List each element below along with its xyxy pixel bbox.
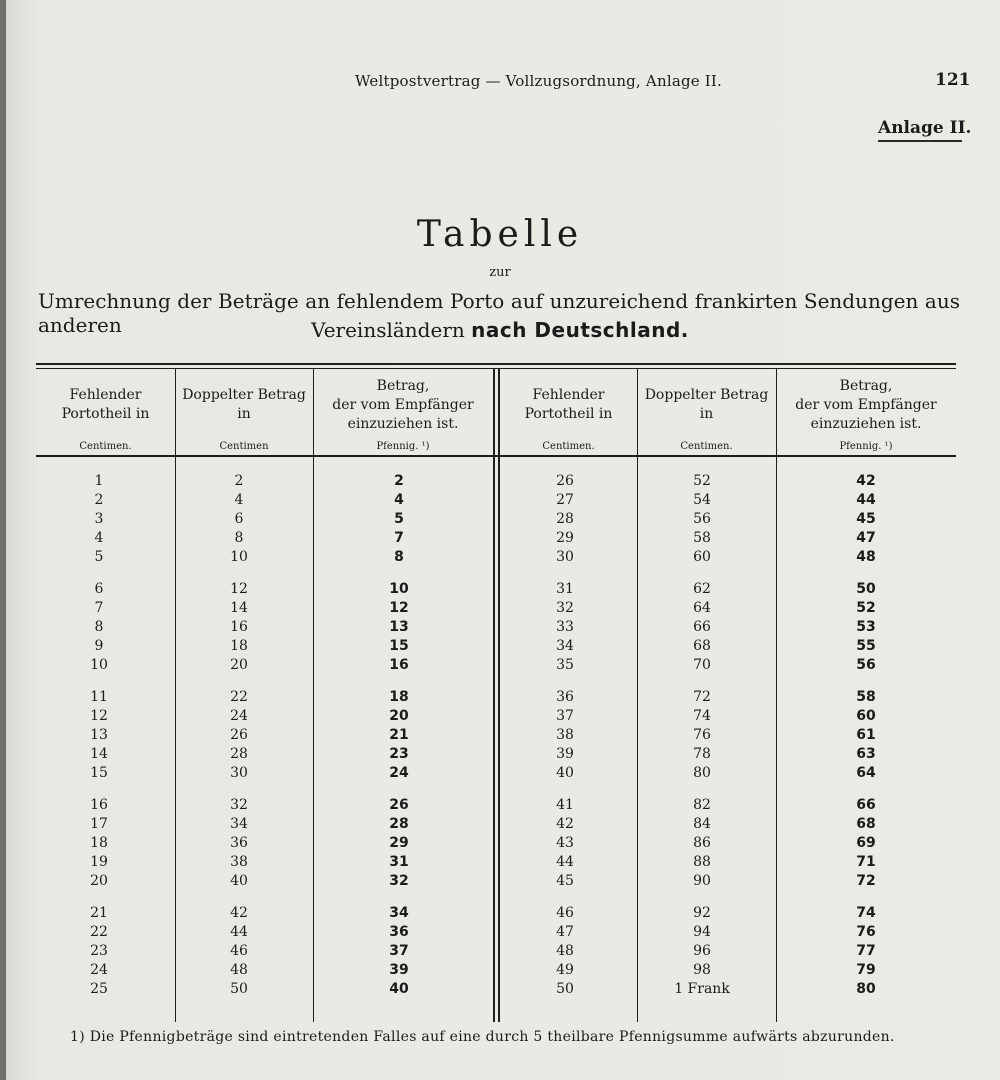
table-cell: 28 — [556, 511, 574, 527]
row-group-gap — [637, 783, 767, 796]
header-text: einzuziehen ist. — [347, 416, 459, 432]
table-cell: 38 — [230, 854, 248, 870]
table-cell: 96 — [693, 943, 711, 959]
table-cell: 45 — [856, 511, 876, 527]
table-cell: 66 — [856, 797, 876, 813]
title-subtitle-line1: Umrechnung der Beträge an fehlendem Porto auf unzureichend frankirten Sendungen aus anderen — [38, 289, 960, 337]
table-cell: 32 — [230, 797, 248, 813]
table-cell: 4 — [234, 492, 244, 508]
running-header — [0, 72, 1000, 98]
table-cell: 37 — [389, 943, 409, 959]
table-cell: 28 — [389, 816, 409, 832]
row-group-gap — [36, 783, 162, 796]
table-cell: 92 — [693, 905, 711, 921]
header-missing-left — [36, 386, 175, 424]
anlage-underline — [878, 140, 962, 142]
table-cell: 26 — [556, 473, 574, 489]
table-cell: 72 — [693, 689, 711, 705]
table-title: Tabelle — [416, 214, 584, 255]
table-cell: 42 — [230, 905, 248, 921]
table-cell: 86 — [693, 835, 711, 851]
row-group-gap — [776, 567, 956, 580]
row-group-gap — [175, 783, 303, 796]
table-cell: 26 — [389, 797, 409, 813]
row-group-gap — [776, 891, 956, 904]
row-group-gap — [313, 675, 485, 688]
page-edge-shadow — [0, 0, 6, 1080]
table-cell: 40 — [556, 765, 574, 781]
row-group-gap — [36, 567, 162, 580]
table-cell: 88 — [693, 854, 711, 870]
row-group-gap — [500, 567, 630, 580]
table-cell: 9 — [94, 638, 104, 654]
row-group-gap — [313, 891, 485, 904]
table-cell: 41 — [556, 797, 574, 813]
running-title: Weltpostvertrag — Vollzugsordnung, Anlage II. — [355, 72, 723, 90]
table-cell: 6 — [234, 511, 244, 527]
table-cell: 77 — [856, 943, 876, 959]
table-cell: 98 — [693, 962, 711, 978]
row-group-gap — [500, 891, 630, 904]
table-cell: 94 — [693, 924, 711, 940]
table-cell: 24 — [389, 765, 409, 781]
table-cell: 30 — [556, 549, 574, 565]
table-cell: 10 — [389, 581, 409, 597]
unit-label: Centimen — [219, 441, 269, 452]
table-cell: 20 — [230, 657, 248, 673]
table-cell: 6 — [94, 581, 104, 597]
anlage-label: Anlage II. — [878, 118, 972, 138]
table-cell: 68 — [693, 638, 711, 654]
table-cell: 29 — [389, 835, 409, 851]
table-cell: 90 — [693, 873, 711, 889]
row-group-gap — [500, 783, 630, 796]
table-cell: 24 — [230, 708, 248, 724]
table-cell: 61 — [856, 727, 876, 743]
table-cell: 3 — [94, 511, 104, 527]
table-cell: 63 — [856, 746, 876, 762]
column-right-collect — [776, 472, 956, 999]
table-cell: 4 — [394, 492, 404, 508]
table-cell: 2 — [234, 473, 244, 489]
table-cell: 56 — [856, 657, 876, 673]
table-cell: 7 — [394, 530, 404, 546]
table-cell: 36 — [230, 835, 248, 851]
column-left-double — [175, 472, 303, 999]
table-cell: 60 — [693, 549, 711, 565]
row-group-gap — [175, 675, 303, 688]
table-cell: 31 — [556, 581, 574, 597]
table-cell: 12 — [90, 708, 108, 724]
table-top-rule — [36, 363, 956, 365]
footnote: 1) Die Pfennigbeträge sind eintretenden Falles auf eine durch 5 theilbare Pfennigsumme aufwärts abzurunden. — [70, 1029, 895, 1045]
table-cell: 10 — [90, 657, 108, 673]
title-line2-prefix: Vereinsländern — [311, 318, 465, 342]
table-cell: 8 — [94, 619, 104, 635]
header-text: der vom Empfänger — [332, 397, 474, 413]
header-text: in — [699, 406, 714, 422]
header-text: Betrag, — [839, 378, 893, 394]
table-cell: 21 — [90, 905, 108, 921]
table-cell: 48 — [556, 943, 574, 959]
table-cell: 76 — [693, 727, 711, 743]
table-cell: 23 — [389, 746, 409, 762]
table-cell: 1 Frank — [674, 981, 730, 997]
table-cell: 35 — [556, 657, 574, 673]
table-cell: 29 — [556, 530, 574, 546]
table-cell: 45 — [556, 873, 574, 889]
table-cell: 62 — [693, 581, 711, 597]
table-cell: 50 — [230, 981, 248, 997]
table-cell: 8 — [234, 530, 244, 546]
table-cell: 20 — [90, 873, 108, 889]
table-cell: 24 — [90, 962, 108, 978]
header-collect-left — [313, 377, 493, 434]
header-text: Fehlender — [69, 387, 142, 403]
column-right-double — [637, 472, 767, 999]
table-cell: 1 — [94, 473, 104, 489]
table-cell: 80 — [693, 765, 711, 781]
table-cell: 50 — [556, 981, 574, 997]
row-group-gap — [313, 567, 485, 580]
header-text: Portotheil in — [524, 406, 613, 422]
header-text: Fehlender — [532, 387, 605, 403]
table-cell: 22 — [230, 689, 248, 705]
table-cell: 31 — [389, 854, 409, 870]
table-cell: 7 — [94, 600, 104, 616]
table-cell: 52 — [856, 600, 876, 616]
table-cell: 4 — [94, 530, 104, 546]
table-cell: 12 — [389, 600, 409, 616]
header-text: Portotheil in — [61, 406, 150, 422]
table-cell: 80 — [856, 981, 876, 997]
table-cell: 16 — [389, 657, 409, 673]
table-cell: 15 — [90, 765, 108, 781]
header-text: Doppelter Betrag — [644, 387, 769, 403]
table-cell: 11 — [90, 689, 108, 705]
table-top-rule-thin — [36, 368, 956, 369]
table-cell: 64 — [856, 765, 876, 781]
table-cell: 72 — [856, 873, 876, 889]
header-text: der vom Empfänger — [795, 397, 937, 413]
row-group-gap — [36, 891, 162, 904]
table-cell: 22 — [90, 924, 108, 940]
column-left-collect — [313, 472, 485, 999]
table-cell: 34 — [556, 638, 574, 654]
table-cell: 68 — [856, 816, 876, 832]
header-collect-right — [776, 377, 956, 434]
table-cell: 23 — [90, 943, 108, 959]
row-group-gap — [637, 675, 767, 688]
page-number: 121 — [935, 70, 971, 90]
table-cell: 42 — [856, 473, 876, 489]
table-cell: 18 — [389, 689, 409, 705]
table-cell: 30 — [230, 765, 248, 781]
table-cell: 21 — [389, 727, 409, 743]
column-right-missing — [500, 472, 630, 999]
table-cell: 17 — [90, 816, 108, 832]
table-cell: 44 — [856, 492, 876, 508]
header-missing-right — [500, 386, 637, 424]
table-cell: 46 — [230, 943, 248, 959]
row-group-gap — [313, 783, 485, 796]
row-group-gap — [175, 567, 303, 580]
header-double-left — [175, 386, 313, 424]
table-cell: 32 — [556, 600, 574, 616]
table-cell: 64 — [693, 600, 711, 616]
table-cell: 13 — [90, 727, 108, 743]
table-cell: 18 — [230, 638, 248, 654]
unit-label: Pfennig. ¹) — [376, 441, 430, 452]
table-cell: 34 — [230, 816, 248, 832]
table-cell: 14 — [90, 746, 108, 762]
table-cell: 55 — [856, 638, 876, 654]
table-cell: 8 — [394, 549, 404, 565]
row-group-gap — [36, 675, 162, 688]
row-group-gap — [175, 891, 303, 904]
table-cell: 69 — [856, 835, 876, 851]
table-cell: 16 — [230, 619, 248, 635]
table-cell: 40 — [230, 873, 248, 889]
table-cell: 14 — [230, 600, 248, 616]
table-cell: 5 — [394, 511, 404, 527]
table-cell: 16 — [90, 797, 108, 813]
table-cell: 66 — [693, 619, 711, 635]
table-cell: 56 — [693, 511, 711, 527]
table-cell: 52 — [693, 473, 711, 489]
title-line2-bold: nach Deutschland. — [471, 318, 689, 342]
row-group-gap — [500, 675, 630, 688]
table-cell: 44 — [556, 854, 574, 870]
table-cell: 54 — [693, 492, 711, 508]
table-cell: 26 — [230, 727, 248, 743]
unit-label: Centimen. — [680, 441, 733, 452]
table-cell: 43 — [556, 835, 574, 851]
row-group-gap — [637, 891, 767, 904]
table-cell: 38 — [556, 727, 574, 743]
table-header-rule — [36, 455, 956, 457]
unit-label: Centimen. — [542, 441, 595, 452]
table-cell: 48 — [230, 962, 248, 978]
table-cell: 82 — [693, 797, 711, 813]
table-cell: 47 — [556, 924, 574, 940]
table-cell: 53 — [856, 619, 876, 635]
center-double-divider — [493, 368, 495, 1022]
table-cell: 39 — [389, 962, 409, 978]
table-cell: 60 — [856, 708, 876, 724]
table-cell: 76 — [856, 924, 876, 940]
table-cell: 5 — [94, 549, 104, 565]
table-cell: 25 — [90, 981, 108, 997]
header-double-right — [637, 386, 776, 424]
table-cell: 27 — [556, 492, 574, 508]
table-cell: 34 — [389, 905, 409, 921]
table-cell: 39 — [556, 746, 574, 762]
row-group-gap — [637, 567, 767, 580]
table-cell: 78 — [693, 746, 711, 762]
table-cell: 2 — [94, 492, 104, 508]
table-cell: 42 — [556, 816, 574, 832]
column-left-missing — [36, 472, 162, 999]
table-cell: 48 — [856, 549, 876, 565]
table-cell: 15 — [389, 638, 409, 654]
header-text: Doppelter Betrag — [182, 387, 306, 403]
table-cell: 44 — [230, 924, 248, 940]
header-text: in — [237, 406, 251, 422]
table-cell: 20 — [389, 708, 409, 724]
table-cell: 18 — [90, 835, 108, 851]
table-cell: 84 — [693, 816, 711, 832]
header-text: Betrag, — [376, 378, 430, 394]
table-cell: 47 — [856, 530, 876, 546]
table-cell: 2 — [394, 473, 404, 489]
title-subtitle-line2 — [0, 318, 1000, 342]
table-cell: 32 — [389, 873, 409, 889]
table-cell: 58 — [856, 689, 876, 705]
table-cell: 71 — [856, 854, 876, 870]
table-cell: 28 — [230, 746, 248, 762]
table-cell: 19 — [90, 854, 108, 870]
table-cell: 79 — [856, 962, 876, 978]
table-cell: 58 — [693, 530, 711, 546]
table-cell: 74 — [856, 905, 876, 921]
table-cell: 49 — [556, 962, 574, 978]
unit-label: Centimen. — [79, 441, 132, 452]
table-cell: 74 — [693, 708, 711, 724]
table-cell: 36 — [556, 689, 574, 705]
unit-label: Pfennig. ¹) — [839, 441, 893, 452]
table-cell: 50 — [856, 581, 876, 597]
table-cell: 12 — [230, 581, 248, 597]
header-text: einzuziehen ist. — [810, 416, 922, 432]
title-zur: zur — [489, 265, 511, 280]
table-cell: 46 — [556, 905, 574, 921]
table-cell: 10 — [230, 549, 248, 565]
table-cell: 40 — [389, 981, 409, 997]
table-cell: 70 — [693, 657, 711, 673]
table-cell: 37 — [556, 708, 574, 724]
table-cell: 13 — [389, 619, 409, 635]
table-cell: 36 — [389, 924, 409, 940]
table-cell: 33 — [556, 619, 574, 635]
row-group-gap — [776, 783, 956, 796]
row-group-gap — [776, 675, 956, 688]
